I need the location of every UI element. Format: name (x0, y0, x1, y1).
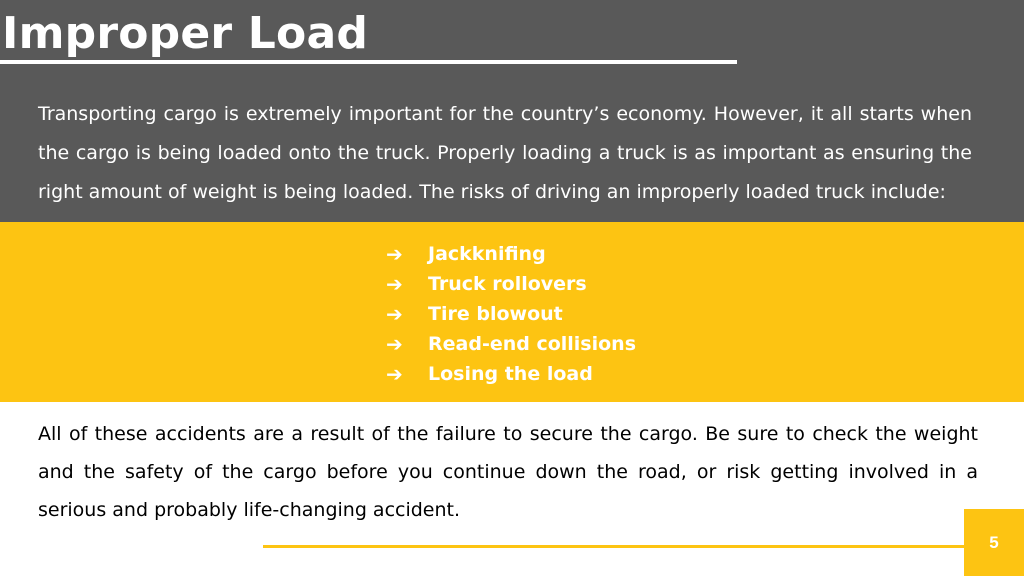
list-item (386, 329, 636, 359)
header-panel (0, 0, 1024, 222)
arrow-right-icon: ➔ (386, 272, 403, 296)
risk-label: Jackknifing (428, 243, 546, 265)
risk-label: Read-end collisions (428, 333, 637, 355)
page-number-badge: 5 (964, 509, 1024, 576)
title-underline (0, 60, 737, 64)
risk-label: Tire blowout (428, 303, 563, 325)
risk-label: Losing the load (428, 363, 593, 385)
slide-title: Improper Load (2, 8, 369, 59)
arrow-right-icon: ➔ (386, 302, 403, 326)
closing-paragraph: All of these accidents are a result of the failure to secure the cargo. Be sure to check the weight and the safety of the cargo before you continue down the road, or risk getting involved in a serious and probably life-changing accident. (38, 423, 978, 521)
list-item (386, 269, 636, 299)
arrow-right-icon: ➔ (386, 332, 403, 356)
intro-paragraph: Transporting cargo is extremely important for the country’s economy. However, it all starts when the cargo is being loaded onto the truck. Properly loading a truck is as important as ensuring the right amount of weight is being loaded. The risks of driving an improperly loaded truck include: (38, 103, 972, 203)
arrow-right-icon: ➔ (386, 362, 403, 386)
arrow-right-icon: ➔ (386, 242, 403, 266)
list-item (386, 359, 636, 389)
footer-divider (263, 545, 964, 548)
list-item (386, 239, 636, 269)
risk-list (386, 239, 636, 389)
risk-label: Truck rollovers (428, 273, 587, 295)
list-item (386, 299, 636, 329)
